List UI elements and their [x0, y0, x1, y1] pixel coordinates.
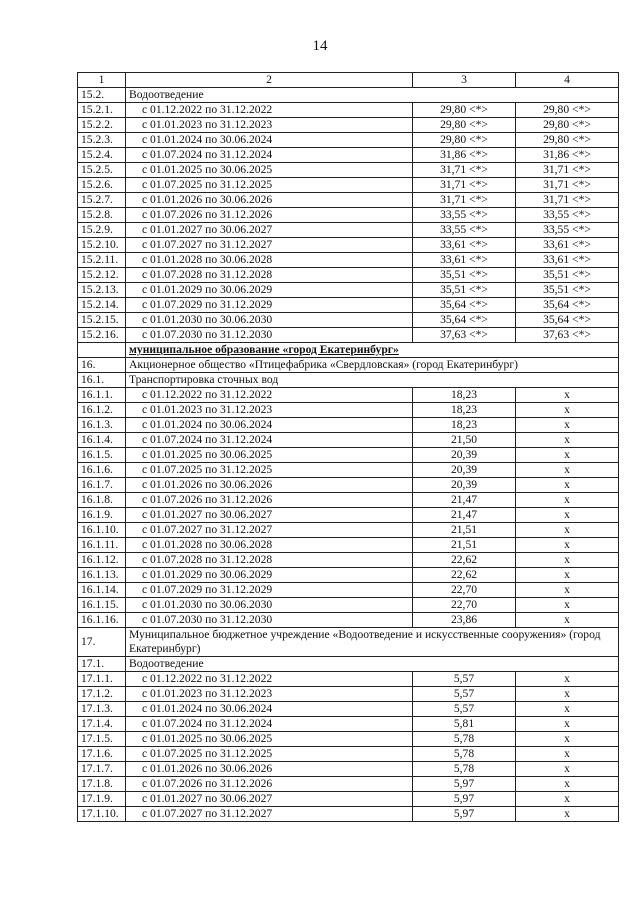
row-period: с 01.07.2024 по 31.12.2024: [126, 433, 413, 448]
row-period: с 01.01.2024 по 30.06.2024: [126, 702, 413, 717]
row-number: 15.2.13.: [78, 283, 126, 298]
row-value-col3: 37,63 <*>: [413, 328, 516, 343]
row-number: 16.1.8.: [78, 493, 126, 508]
header-col-3: 3: [413, 73, 516, 88]
row-number: 15.2.3.: [78, 133, 126, 148]
row-value-col3: 20,39: [413, 463, 516, 478]
row-number: 16.1.14.: [78, 583, 126, 598]
row-number: 16.1.9.: [78, 508, 126, 523]
header-row: [78, 73, 619, 88]
table-row: [78, 238, 619, 253]
row-period: с 01.07.2029 по 31.12.2029: [126, 298, 413, 313]
row-number: 15.2.14.: [78, 298, 126, 313]
row-value-col3: 20,39: [413, 448, 516, 463]
table-row: [78, 328, 619, 343]
header-col-2: 2: [126, 73, 413, 88]
row-period: с 01.07.2027 по 31.12.2027: [126, 238, 413, 253]
row-number: 17.1.2.: [78, 687, 126, 702]
table-row: [78, 732, 619, 747]
row-value-col3: 5,57: [413, 687, 516, 702]
row-value-col3: 22,62: [413, 553, 516, 568]
table-row: [78, 792, 619, 807]
row-number: 15.2.7.: [78, 193, 126, 208]
row-value-col3: 31,71 <*>: [413, 163, 516, 178]
row-number: 15.2.9.: [78, 223, 126, 238]
row-value-col4: 33,61 <*>: [516, 238, 619, 253]
section-number: 16.: [78, 358, 126, 373]
row-number: 17.1.8.: [78, 777, 126, 792]
row-value-col4: х: [516, 777, 619, 792]
table-row: [78, 208, 619, 223]
row-period: с 01.01.2025 по 30.06.2025: [126, 163, 413, 178]
row-value-col4: 29,80 <*>: [516, 118, 619, 133]
section-number: 17.1.: [78, 657, 126, 672]
table-row: [78, 523, 619, 538]
table-row: [78, 613, 619, 628]
row-period: с 01.07.2029 по 31.12.2029: [126, 583, 413, 598]
row-value-col3: 29,80 <*>: [413, 118, 516, 133]
row-period: с 01.01.2026 по 30.06.2026: [126, 762, 413, 777]
row-value-col3: 22,62: [413, 568, 516, 583]
municipality-row: [78, 343, 619, 358]
row-period: с 01.07.2025 по 31.12.2025: [126, 747, 413, 762]
table-row: [78, 717, 619, 732]
row-period: с 01.01.2029 по 30.06.2029: [126, 283, 413, 298]
row-period: с 01.07.2027 по 31.12.2027: [126, 807, 413, 822]
section-number: 15.2.: [78, 88, 126, 103]
table-row: [78, 463, 619, 478]
row-period: с 01.01.2025 по 30.06.2025: [126, 448, 413, 463]
row-period: с 01.01.2025 по 30.06.2025: [126, 732, 413, 747]
row-value-col3: 5,78: [413, 747, 516, 762]
row-number: 17.1.3.: [78, 702, 126, 717]
row-value-col4: х: [516, 762, 619, 777]
table-row: [78, 448, 619, 463]
row-number: 16.1.16.: [78, 613, 126, 628]
row-period: с 01.07.2025 по 31.12.2025: [126, 178, 413, 193]
row-period: с 01.01.2028 по 30.06.2028: [126, 538, 413, 553]
row-value-col3: 5,57: [413, 672, 516, 687]
row-value-col3: 5,81: [413, 717, 516, 732]
row-period: с 01.01.2024 по 30.06.2024: [126, 133, 413, 148]
row-value-col4: 31,86 <*>: [516, 148, 619, 163]
section-title: Акционерное общество «Птицефабрика «Свердловская» (город Екатеринбург): [126, 358, 619, 373]
row-value-col4: х: [516, 448, 619, 463]
row-value-col4: х: [516, 538, 619, 553]
row-number: 16.1.15.: [78, 598, 126, 613]
row-value-col4: х: [516, 807, 619, 822]
section-title: Муниципальное бюджетное учреждение «Водоотведение и искусственные сооружения» (город Екатеринбург): [126, 628, 619, 657]
table-row: [78, 298, 619, 313]
table-row: [78, 777, 619, 792]
table-row: [78, 747, 619, 762]
tariff-table-body: [78, 73, 619, 822]
row-value-col4: 29,80 <*>: [516, 133, 619, 148]
row-value-col4: х: [516, 598, 619, 613]
section-number: 17.: [78, 628, 126, 657]
row-value-col4: х: [516, 553, 619, 568]
row-period: с 01.07.2030 по 31.12.2030: [126, 328, 413, 343]
row-period: с 01.01.2023 по 31.12.2023: [126, 118, 413, 133]
row-value-col4: х: [516, 523, 619, 538]
row-value-col3: 21,50: [413, 433, 516, 448]
row-number: 15.2.2.: [78, 118, 126, 133]
row-value-col4: 35,51 <*>: [516, 268, 619, 283]
row-number: 15.2.16.: [78, 328, 126, 343]
row-period: с 01.07.2024 по 31.12.2024: [126, 717, 413, 732]
table-row: [78, 508, 619, 523]
row-period: с 01.07.2026 по 31.12.2026: [126, 777, 413, 792]
header-col-1: 1: [78, 73, 126, 88]
table-row: [78, 583, 619, 598]
row-value-col4: 31,71 <*>: [516, 178, 619, 193]
row-period: с 01.01.2023 по 31.12.2023: [126, 687, 413, 702]
row-value-col3: 5,97: [413, 807, 516, 822]
row-value-col3: 35,64 <*>: [413, 313, 516, 328]
row-value-col4: 35,51 <*>: [516, 283, 619, 298]
row-value-col4: 29,80 <*>: [516, 103, 619, 118]
row-value-col3: 20,39: [413, 478, 516, 493]
page-number: 14: [312, 38, 328, 54]
row-value-col4: 37,63 <*>: [516, 328, 619, 343]
table-row: [78, 283, 619, 298]
row-value-col3: 33,61 <*>: [413, 238, 516, 253]
row-period: с 01.07.2025 по 31.12.2025: [126, 463, 413, 478]
table-row: [78, 223, 619, 238]
row-value-col4: х: [516, 568, 619, 583]
row-number: 15.2.12.: [78, 268, 126, 283]
table-row: [78, 553, 619, 568]
row-value-col3: 31,86 <*>: [413, 148, 516, 163]
section-title: Водоотведение: [126, 88, 619, 103]
row-value-col4: х: [516, 508, 619, 523]
section-row: [78, 358, 619, 373]
section-row: [78, 373, 619, 388]
row-value-col4: 33,55 <*>: [516, 223, 619, 238]
row-value-col4: х: [516, 583, 619, 598]
row-value-col3: 31,71 <*>: [413, 178, 516, 193]
row-value-col3: 35,51 <*>: [413, 268, 516, 283]
row-period: с 01.12.2022 по 31.12.2022: [126, 672, 413, 687]
row-value-col3: 31,71 <*>: [413, 193, 516, 208]
row-period: с 01.01.2026 по 30.06.2026: [126, 193, 413, 208]
row-value-col3: 33,61 <*>: [413, 253, 516, 268]
section-row: [78, 657, 619, 672]
table-row: [78, 493, 619, 508]
row-number: 16.1.10.: [78, 523, 126, 538]
row-number: 15.2.1.: [78, 103, 126, 118]
row-number: 15.2.8.: [78, 208, 126, 223]
row-value-col3: 21,51: [413, 538, 516, 553]
row-number: 15.2.5.: [78, 163, 126, 178]
header-col-4: 4: [516, 73, 619, 88]
section-title: муниципальное образование «город Екатеринбург»: [126, 343, 619, 358]
table-row: [78, 403, 619, 418]
row-value-col3: 29,80 <*>: [413, 133, 516, 148]
row-number: 16.1.6.: [78, 463, 126, 478]
row-period: с 01.07.2028 по 31.12.2028: [126, 553, 413, 568]
section-title: Водоотведение: [126, 657, 619, 672]
row-period: с 01.07.2026 по 31.12.2026: [126, 208, 413, 223]
section-title: Транспортировка сточных вод: [126, 373, 619, 388]
section-number: [78, 343, 126, 358]
row-value-col4: 35,64 <*>: [516, 298, 619, 313]
row-number: 16.1.13.: [78, 568, 126, 583]
row-value-col3: 21,51: [413, 523, 516, 538]
table-row: [78, 807, 619, 822]
row-number: 15.2.15.: [78, 313, 126, 328]
row-value-col4: х: [516, 388, 619, 403]
row-value-col4: х: [516, 613, 619, 628]
row-period: с 01.01.2030 по 30.06.2030: [126, 313, 413, 328]
row-number: 17.1.6.: [78, 747, 126, 762]
row-value-col4: х: [516, 687, 619, 702]
row-period: с 01.07.2030 по 31.12.2030: [126, 613, 413, 628]
section-number: 16.1.: [78, 373, 126, 388]
row-value-col4: х: [516, 717, 619, 732]
row-value-col4: 33,61 <*>: [516, 253, 619, 268]
row-value-col3: 35,64 <*>: [413, 298, 516, 313]
row-number: 17.1.1.: [78, 672, 126, 687]
row-value-col3: 18,23: [413, 418, 516, 433]
row-number: 16.1.4.: [78, 433, 126, 448]
row-value-col3: 33,55 <*>: [413, 223, 516, 238]
row-number: 17.1.4.: [78, 717, 126, 732]
row-number: 15.2.11.: [78, 253, 126, 268]
table-row: [78, 388, 619, 403]
row-period: с 01.01.2027 по 30.06.2027: [126, 792, 413, 807]
row-number: 15.2.4.: [78, 148, 126, 163]
table-row: [78, 762, 619, 777]
table-row: [78, 193, 619, 208]
row-value-col3: 35,51 <*>: [413, 283, 516, 298]
row-number: 17.1.7.: [78, 762, 126, 777]
table-row: [78, 672, 619, 687]
table-row: [78, 418, 619, 433]
row-value-col4: х: [516, 493, 619, 508]
table-row: [78, 538, 619, 553]
row-number: 17.1.9.: [78, 792, 126, 807]
table-row: [78, 178, 619, 193]
row-value-col4: х: [516, 478, 619, 493]
row-period: с 01.07.2026 по 31.12.2026: [126, 493, 413, 508]
row-value-col3: 5,78: [413, 732, 516, 747]
row-value-col4: 31,71 <*>: [516, 193, 619, 208]
row-value-col3: 23,86: [413, 613, 516, 628]
row-value-col3: 5,97: [413, 777, 516, 792]
row-period: с 01.01.2029 по 30.06.2029: [126, 568, 413, 583]
row-period: с 01.12.2022 по 31.12.2022: [126, 103, 413, 118]
row-value-col3: 18,23: [413, 388, 516, 403]
row-period: с 01.01.2026 по 30.06.2026: [126, 478, 413, 493]
row-value-col4: х: [516, 672, 619, 687]
row-value-col3: 29,80 <*>: [413, 103, 516, 118]
row-period: с 01.01.2024 по 30.06.2024: [126, 418, 413, 433]
row-period: с 01.07.2028 по 31.12.2028: [126, 268, 413, 283]
row-value-col4: х: [516, 732, 619, 747]
table-row: [78, 568, 619, 583]
table-row: [78, 687, 619, 702]
row-value-col3: 18,23: [413, 403, 516, 418]
row-value-col4: 35,64 <*>: [516, 313, 619, 328]
row-number: 16.1.5.: [78, 448, 126, 463]
section-row: [78, 88, 619, 103]
row-period: с 01.01.2030 по 30.06.2030: [126, 598, 413, 613]
row-value-col3: 22,70: [413, 598, 516, 613]
row-number: 16.1.11.: [78, 538, 126, 553]
row-value-col3: 21,47: [413, 508, 516, 523]
row-number: 15.2.6.: [78, 178, 126, 193]
row-value-col3: 21,47: [413, 493, 516, 508]
row-value-col4: х: [516, 403, 619, 418]
row-number: 17.1.10.: [78, 807, 126, 822]
row-value-col3: 22,70: [413, 583, 516, 598]
row-number: 16.1.3.: [78, 418, 126, 433]
tariff-table: [77, 72, 619, 822]
table-row: [78, 163, 619, 178]
row-period: с 01.01.2027 по 30.06.2027: [126, 508, 413, 523]
row-value-col4: х: [516, 747, 619, 762]
row-value-col3: 5,97: [413, 792, 516, 807]
row-number: 16.1.12.: [78, 553, 126, 568]
table-row: [78, 148, 619, 163]
table-row: [78, 478, 619, 493]
row-period: с 01.01.2028 по 30.06.2028: [126, 253, 413, 268]
table-row: [78, 313, 619, 328]
table-row: [78, 598, 619, 613]
row-value-col3: 5,78: [413, 762, 516, 777]
row-value-col4: х: [516, 702, 619, 717]
table-row: [78, 103, 619, 118]
row-value-col4: х: [516, 792, 619, 807]
row-number: 17.1.5.: [78, 732, 126, 747]
row-number: 16.1.2.: [78, 403, 126, 418]
row-number: 16.1.7.: [78, 478, 126, 493]
table-row: [78, 118, 619, 133]
row-value-col4: х: [516, 433, 619, 448]
table-row: [78, 702, 619, 717]
row-period: с 01.07.2027 по 31.12.2027: [126, 523, 413, 538]
row-value-col4: х: [516, 418, 619, 433]
row-period: с 01.12.2022 по 31.12.2022: [126, 388, 413, 403]
section-row: [78, 628, 619, 657]
row-value-col3: 5,57: [413, 702, 516, 717]
table-row: [78, 268, 619, 283]
row-value-col3: 33,55 <*>: [413, 208, 516, 223]
table-row: [78, 253, 619, 268]
row-period: с 01.01.2023 по 31.12.2023: [126, 403, 413, 418]
table-row: [78, 433, 619, 448]
row-period: с 01.01.2027 по 30.06.2027: [126, 223, 413, 238]
row-value-col4: 31,71 <*>: [516, 163, 619, 178]
table-row: [78, 133, 619, 148]
row-number: 15.2.10.: [78, 238, 126, 253]
row-number: 16.1.1.: [78, 388, 126, 403]
row-value-col4: 33,55 <*>: [516, 208, 619, 223]
row-value-col4: х: [516, 463, 619, 478]
row-period: с 01.07.2024 по 31.12.2024: [126, 148, 413, 163]
